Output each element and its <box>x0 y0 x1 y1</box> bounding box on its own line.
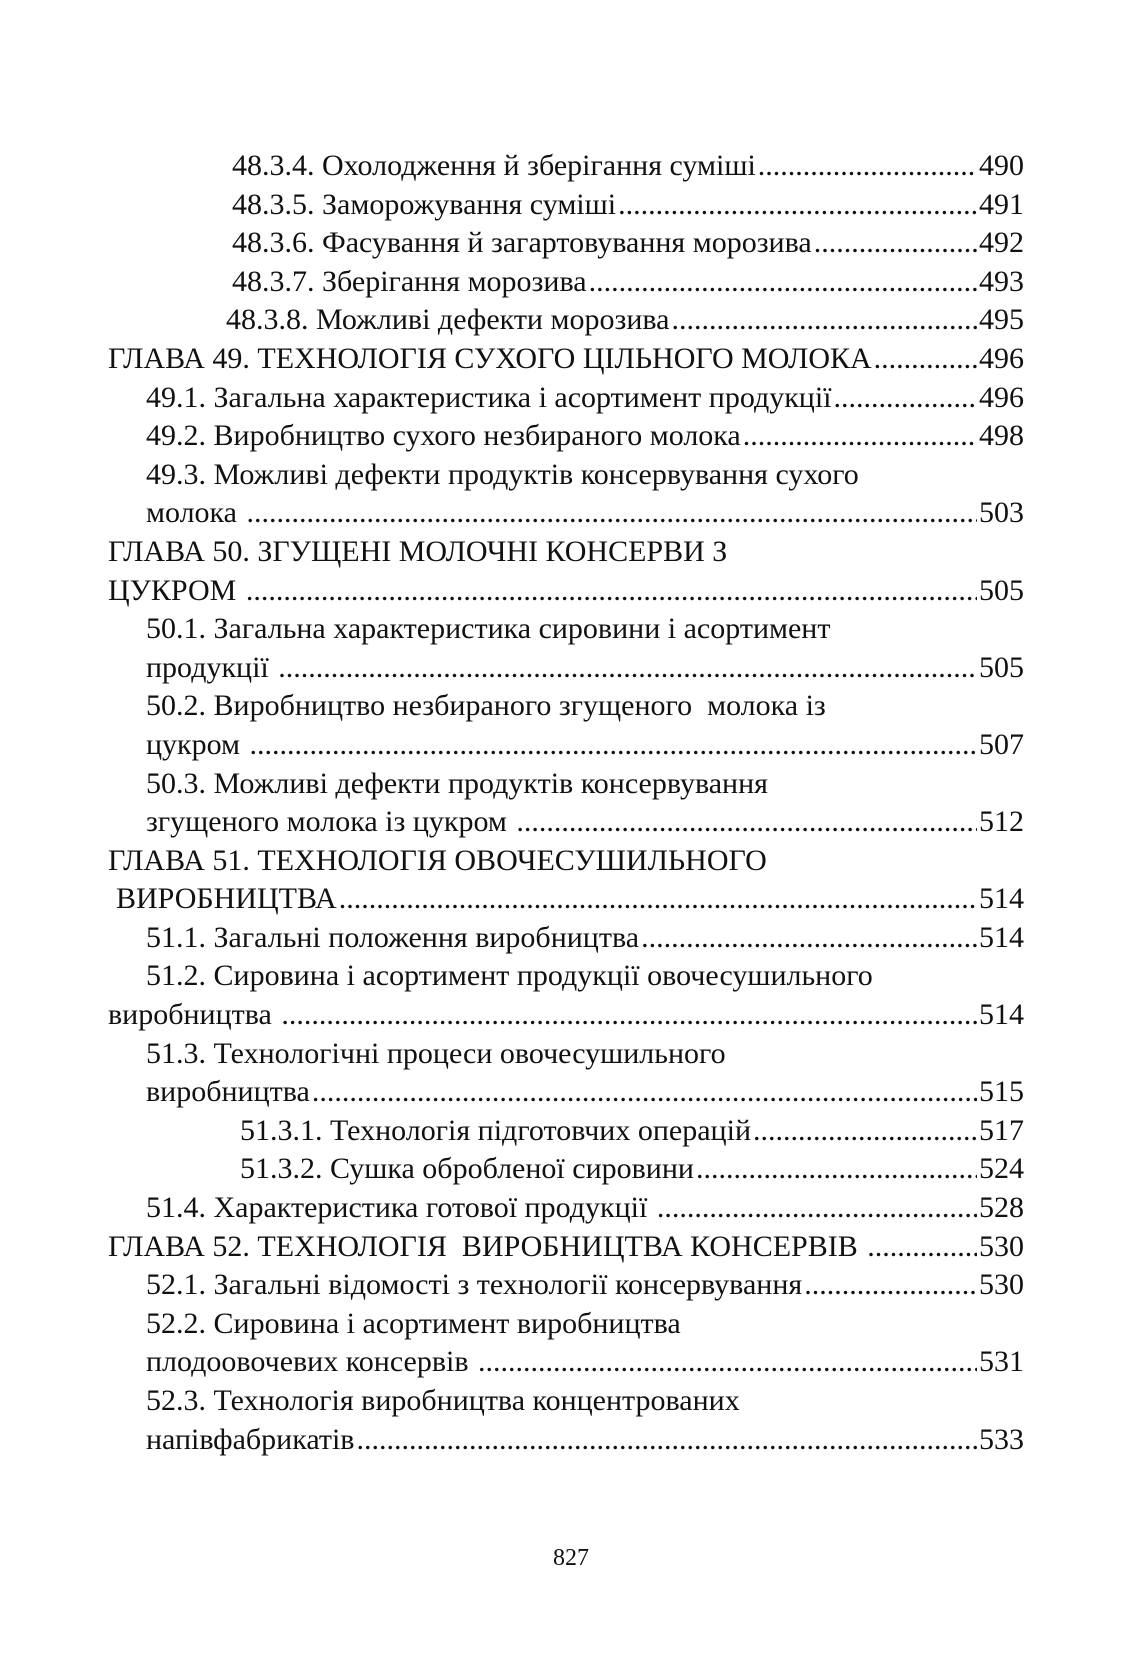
toc-entry-title: виробництва <box>146 1075 310 1109</box>
page-number: 827 <box>553 1545 589 1571</box>
dot-leader <box>834 379 977 418</box>
toc-entry[interactable] <box>0 147 1142 186</box>
toc-entry[interactable] <box>0 1266 1142 1305</box>
toc-chapter-entry[interactable] <box>0 533 1142 610</box>
dot-leader <box>281 996 977 1035</box>
toc-page-number: 503 <box>979 496 1024 530</box>
toc-entry-title: 49.1. Загальна характеристика і асортимент продукції <box>146 380 832 414</box>
dot-leader <box>339 880 977 919</box>
toc-entry-line <box>0 687 1142 726</box>
toc-entry-line <box>0 186 1142 225</box>
toc-chapter-entry[interactable] <box>0 340 1142 379</box>
toc-page-number: 533 <box>979 1422 1024 1456</box>
toc-entry-line <box>0 340 1142 379</box>
toc-entry[interactable] <box>0 263 1142 302</box>
toc-chapter-entry[interactable] <box>0 1228 1142 1267</box>
dot-leader <box>589 263 977 302</box>
toc-entry-title: ГЛАВА 49. ТЕХНОЛОГІЯ СУХОГО ЦІЛЬНОГО МОЛОКА <box>108 341 872 375</box>
toc-page-number: 530 <box>979 1268 1024 1302</box>
toc-entry-line <box>0 147 1142 186</box>
dot-leader <box>804 1266 977 1305</box>
toc-entry-line <box>0 1073 1142 1112</box>
toc-entry-line <box>0 1228 1142 1267</box>
toc-page-number: 507 <box>979 727 1024 761</box>
toc-page-number: 524 <box>979 1152 1024 1186</box>
toc-entry-line <box>0 803 1142 842</box>
dot-leader <box>758 147 977 186</box>
toc-entry-title: 51.2. Сировина і асортимент продукції овочесушильного <box>146 959 873 993</box>
toc-entry[interactable] <box>0 1305 1142 1382</box>
dot-leader <box>250 726 977 765</box>
toc-entry-line <box>0 263 1142 302</box>
dot-leader <box>743 417 977 456</box>
toc-entry-title: 48.3.4. Охолодження й зберігання суміші <box>232 149 756 182</box>
toc-entry-line <box>0 1343 1142 1382</box>
toc-entry[interactable] <box>0 957 1142 1034</box>
toc-entry-title: плодоовочевих консервів <box>146 1345 476 1379</box>
toc-page-number: 495 <box>979 303 1024 337</box>
toc-page-number: 528 <box>979 1191 1024 1225</box>
toc-entry-line <box>0 1150 1142 1189</box>
toc-entry-line <box>0 919 1142 958</box>
toc-entry-title: 52.1. Загальні відомості з технології консервування <box>146 1268 803 1302</box>
toc-entry-line <box>0 726 1142 765</box>
toc-page-number: 512 <box>979 805 1024 839</box>
toc-entry-title: 52.2. Сировина і асортимент виробництва <box>146 1306 681 1340</box>
dot-leader <box>278 649 977 688</box>
toc-entry-line <box>0 494 1142 533</box>
toc-entry-line <box>0 1382 1142 1421</box>
toc-page-number: 496 <box>979 380 1024 414</box>
dot-leader <box>246 572 977 611</box>
toc-entry[interactable] <box>0 456 1142 533</box>
toc-entry[interactable] <box>0 1189 1142 1228</box>
dot-leader <box>753 1112 977 1151</box>
dot-leader <box>312 1073 977 1112</box>
toc-entry-title: 51.3. Технологічні процеси овочесушильного <box>146 1036 726 1070</box>
toc-entry-title: продукції <box>146 650 277 684</box>
toc-entry-title: 48.3.5. Заморожування суміші <box>232 187 617 221</box>
toc-entry-title: 49.3. Можливі дефекти продуктів консервування сухого <box>146 457 859 491</box>
toc-entry-title: ГЛАВА 52. ТЕХНОЛОГІЯ ВИРОБНИЦТВА КОНСЕРВІВ <box>108 1229 866 1263</box>
toc-entry[interactable] <box>0 379 1142 418</box>
toc-page-number: 515 <box>979 1075 1024 1109</box>
toc-entry[interactable] <box>0 1382 1142 1459</box>
toc-entry-line <box>0 649 1142 688</box>
toc-page-number: 531 <box>979 1345 1024 1379</box>
toc-entry-line <box>0 417 1142 456</box>
toc-entry-title: 49.2. Виробництво сухого незбираного молока <box>146 419 741 453</box>
toc-entry-line <box>0 572 1142 611</box>
toc-entry-title: 51.3.2. Сушка обробленої сировини <box>240 1152 694 1186</box>
toc-page-number: 505 <box>979 573 1024 607</box>
toc-entry-line <box>0 1305 1142 1344</box>
toc-entry[interactable] <box>0 301 1142 340</box>
toc-entry-line <box>0 957 1142 996</box>
toc-entry-line <box>0 880 1142 919</box>
toc-entry-line <box>0 1266 1142 1305</box>
toc-entry-line <box>0 456 1142 495</box>
toc-entry-title: 50.2. Виробництво незбираного згущеного молока із <box>146 689 826 723</box>
dot-leader <box>356 1421 977 1460</box>
toc-entry-title: виробництва <box>108 998 280 1032</box>
dot-leader <box>478 1343 977 1382</box>
toc-page-number: 530 <box>979 1229 1024 1263</box>
toc-entry-title: цукром <box>146 727 248 761</box>
toc-page-number: 491 <box>979 187 1024 221</box>
toc-entry-line <box>0 610 1142 649</box>
toc-entry-line <box>0 1035 1142 1074</box>
dot-leader <box>696 1150 977 1189</box>
toc-entry[interactable] <box>0 224 1142 263</box>
toc-entry-title: ЦУКРОМ <box>108 573 244 607</box>
toc-entry-title: 51.4. Характеристика готової продукції <box>146 1191 655 1225</box>
toc-entry-line <box>0 842 1142 881</box>
toc-entry-title: згущеного молока із цукром <box>146 805 515 839</box>
toc-entry[interactable] <box>0 1150 1142 1189</box>
toc-entry[interactable] <box>0 765 1142 842</box>
toc-entry-line <box>0 765 1142 804</box>
toc-page-number: 490 <box>979 149 1024 182</box>
toc-entry[interactable] <box>0 610 1142 687</box>
toc-entry[interactable] <box>0 919 1142 958</box>
toc-entry-line <box>0 1112 1142 1151</box>
toc-entry-title: 50.3. Можливі дефекти продуктів консервування <box>146 766 768 800</box>
toc-entry[interactable] <box>0 417 1142 456</box>
dot-leader <box>671 301 977 340</box>
toc-entry[interactable] <box>0 1112 1142 1151</box>
toc-entry-title: 52.3. Технологія виробництва концентрованих <box>146 1384 740 1417</box>
toc-entry-line <box>0 533 1142 572</box>
dot-leader <box>247 494 978 533</box>
table-of-contents <box>0 147 1142 1459</box>
toc-entry-line <box>0 224 1142 263</box>
dot-leader <box>618 186 977 225</box>
toc-entry[interactable] <box>0 186 1142 225</box>
toc-entry[interactable] <box>0 1035 1142 1112</box>
toc-entry-line <box>0 996 1142 1035</box>
toc-page-number: 493 <box>979 264 1024 298</box>
toc-chapter-entry[interactable] <box>0 842 1142 919</box>
toc-entry-title: напівфабрикатів <box>146 1422 355 1456</box>
dot-leader <box>641 919 977 958</box>
toc-entry-title: 48.3.8. Можливі дефекти морозива <box>226 303 670 337</box>
toc-entry-title: 48.3.7. Зберігання морозива <box>232 264 587 298</box>
dot-leader <box>874 340 977 379</box>
toc-page-number: 514 <box>979 920 1024 954</box>
dot-leader <box>867 1228 977 1267</box>
dot-leader <box>516 803 977 842</box>
toc-page-number: 517 <box>979 1113 1024 1147</box>
dot-leader <box>657 1189 977 1228</box>
toc-page-number: 505 <box>979 650 1024 684</box>
dot-leader <box>814 224 977 263</box>
toc-entry-line <box>0 1189 1142 1228</box>
toc-entry-title: 51.1. Загальні положення виробництва <box>146 920 640 954</box>
toc-page-number: 514 <box>979 998 1024 1032</box>
toc-page-number: 492 <box>979 226 1024 260</box>
toc-entry-title: 50.1. Загальна характеристика сировини і асортимент <box>146 612 831 646</box>
toc-page-number: 496 <box>979 341 1024 375</box>
toc-entry-line <box>0 379 1142 418</box>
toc-page-number: 514 <box>979 882 1024 916</box>
toc-page-number: 498 <box>979 419 1024 453</box>
toc-entry-title: ГЛАВА 50. ЗГУЩЕНІ МОЛОЧНІ КОНСЕРВИ З <box>108 534 728 568</box>
toc-entry-title: молока <box>146 496 245 530</box>
toc-entry-title: 48.3.6. Фасування й загартовування морозива <box>232 226 812 260</box>
toc-entry-line <box>0 1421 1142 1460</box>
toc-entry-title: 51.3.1. Технологія підготовчих операцій <box>240 1113 751 1147</box>
toc-entry[interactable] <box>0 687 1142 764</box>
toc-entry-title: ВИРОБНИЦТВА <box>116 882 337 916</box>
toc-entry-line <box>0 301 1142 340</box>
toc-entry-title: ГЛАВА 51. ТЕХНОЛОГІЯ ОВОЧЕСУШИЛЬНОГО <box>108 843 767 877</box>
